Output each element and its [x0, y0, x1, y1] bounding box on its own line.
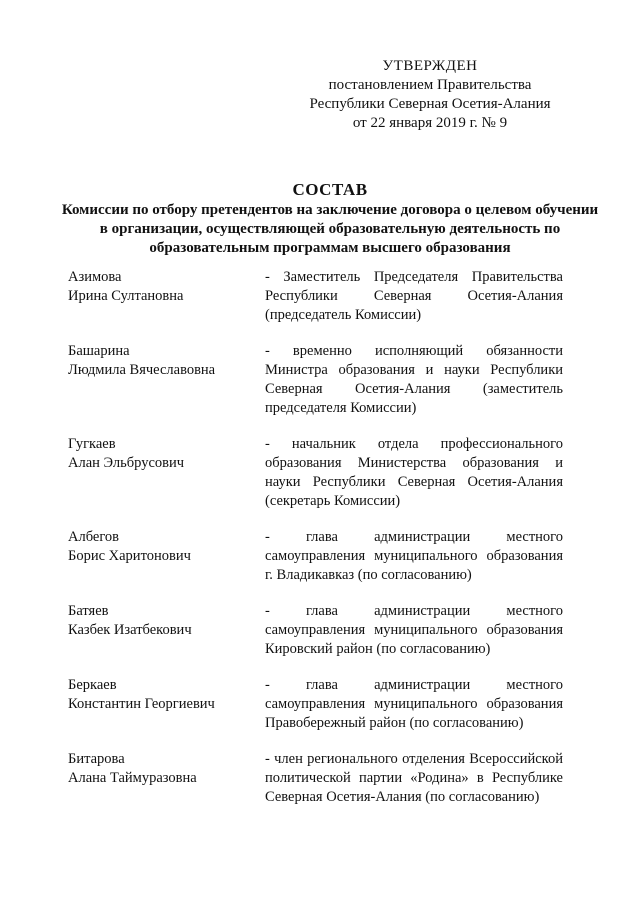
member-surname: Албегов: [68, 529, 120, 545]
member-surname: Битарова: [68, 751, 125, 767]
member-name: [68, 268, 265, 325]
member-name: [68, 602, 265, 659]
member-given-names: Константин Георгиевич: [68, 696, 215, 712]
member-role: - Заместитель Председателя Правительства Республики Северная Осетия-Алания (председатель Комиссии): [265, 269, 563, 323]
approval-title: УТВЕРЖДЕН: [382, 58, 478, 74]
document-heading: [60, 180, 600, 258]
member-role: - глава администрации местного самоуправления муниципального образования Кировский район (по согласованию): [265, 603, 563, 657]
approval-line: Республики Северная Осетия-Алания: [309, 96, 551, 112]
member-surname: Беркаев: [68, 677, 117, 693]
member-name: [68, 435, 265, 511]
member-role: - временно исполняющий обязанности Министра образования и науки Республики Северная Осетия-Алания (заместитель председателя Комиссии): [265, 343, 563, 416]
member-role: - член регионального отделения Всероссийской политической партии «Родина» в Республике Северная Осетия-Алания (по согласованию): [265, 751, 563, 805]
member-given-names: Казбек Изатбекович: [68, 622, 192, 638]
member-row: [68, 528, 563, 585]
member-role: - глава администрации местного самоуправления муниципального образования Правобережный район (по согласованию): [265, 677, 563, 731]
member-given-names: Алан Эльбрусович: [68, 455, 185, 471]
members-list: [68, 268, 563, 824]
member-surname: Гугкаев: [68, 436, 116, 452]
member-name: [68, 342, 265, 418]
member-name: [68, 750, 265, 807]
member-row: [68, 676, 563, 733]
member-role: - глава администрации местного самоуправления муниципального образования г. Владикавказ (по согласованию): [265, 529, 563, 583]
approval-date: от 22 января 2019 г. № 9: [352, 115, 508, 131]
member-surname: Башарина: [68, 343, 130, 359]
document-subtitle: Комиссии по отбору претендентов на заключение договора о целевом обучении в организации, осуществляющей образовательную деятельность по образовательным программам высшего образования: [61, 202, 599, 256]
member-given-names: Людмила Вячеславовна: [68, 362, 216, 378]
member-row: [68, 435, 563, 511]
approval-stamp: [300, 57, 560, 133]
member-given-names: Алана Таймуразовна: [68, 770, 197, 786]
approval-line: постановлением Правительства: [328, 77, 532, 93]
member-name: [68, 676, 265, 733]
member-given-names: Борис Харитонович: [68, 548, 191, 564]
member-row: [68, 342, 563, 418]
document-title: СОСТАВ: [292, 180, 368, 199]
member-surname: Батяев: [68, 603, 109, 619]
member-row: [68, 750, 563, 807]
member-surname: Азимова: [68, 269, 122, 285]
member-row: [68, 602, 563, 659]
member-role: - начальник отдела профессионального образования Министерства образования и науки Республики Северная Осетия-Алания (секретарь Комиссии): [265, 436, 563, 509]
member-given-names: Ирина Султановна: [68, 288, 184, 304]
member-row: [68, 268, 563, 325]
member-name: [68, 528, 265, 585]
